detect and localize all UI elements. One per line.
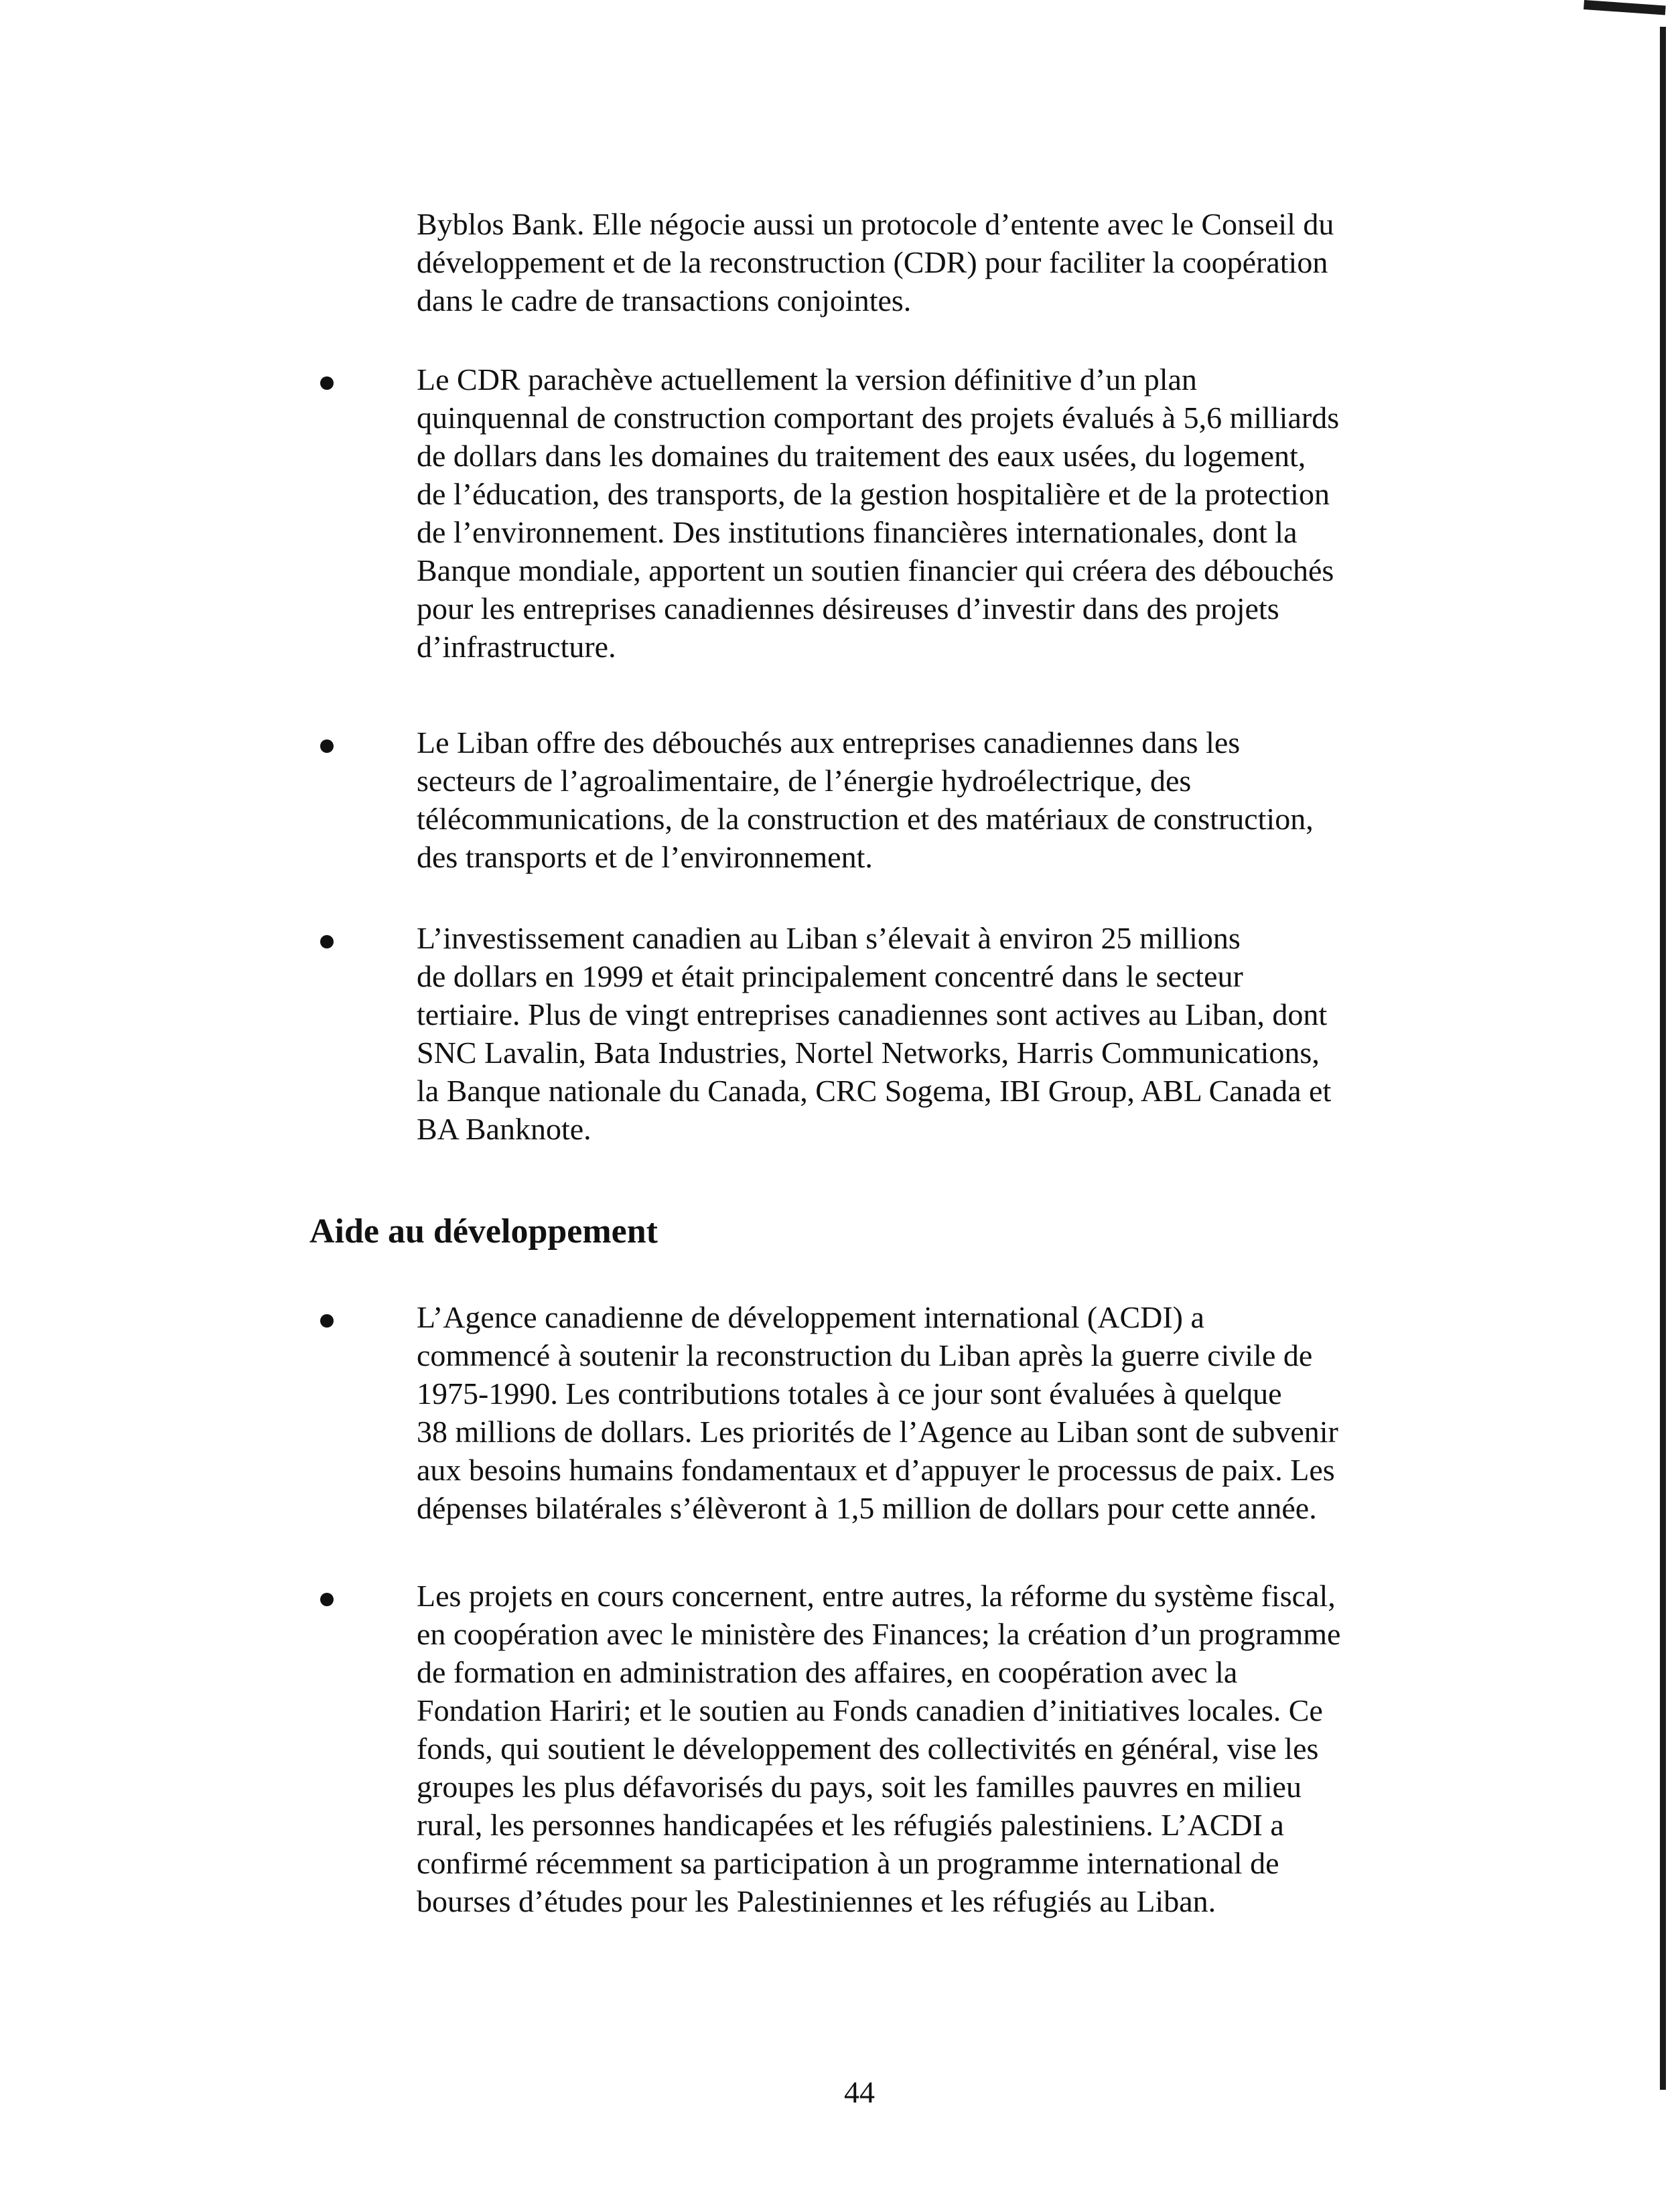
bullet-icon — [320, 1314, 334, 1328]
bullet-icon — [320, 376, 334, 390]
paragraph-continuation: Byblos Bank. Elle négocie aussi un protocole d’entente avec le Conseil du développement et de la reconstruction (CDR) pour faciliter la coopération dans le cadre de transactions conjointes. — [417, 207, 1334, 317]
paragraph-cdr-plan: Le CDR parachève actuellement la version définitive d’un plan quinquennal de construction comportant des projets évalués à 5,6 milliards de dollars dans les domaines du traitement des eaux usées, du logement, de l’éducation, des transports, de la gestion hospitalière et de la protection de l’environnement. Des institutions financières internationales, dont la Banque mondiale, apportent un soutien financier qui créera des débouchés pour les entreprises canadiennes désireuses d’investir dans des projets d’infrastructure. — [417, 362, 1340, 664]
scan-binding-edge-top — [1584, 0, 1666, 15]
paragraph-investment: L’investissement canadien au Liban s’élevait à environ 25 millions de dollars en 1999 et était principalement concentré dans le secteur tertiaire. Plus de vingt entreprises canadiennes sont actives au Liban, dont SNC Lavalin, Bata Industries, Nortel Networks, Harris Communications, la Banque nationale du Canada, CRC Sogema, IBI Group, ABL Canada et BA Banknote. — [417, 921, 1332, 1146]
section-heading: Aide au développement — [309, 1212, 658, 1251]
page-number: 44 — [844, 2075, 875, 2109]
bullet-icon — [320, 739, 334, 753]
bullet-icon — [320, 935, 334, 948]
paragraph-projects: Les projets en cours concernent, entre autres, la réforme du système fiscal, en coopération avec le ministère des Finances; la création d’un programme de formation en administration des affaires, en coopération avec la Fondation Hariri; et le soutien au Fonds canadien d’initiatives locales. Ce fonds, qui soutient le développement des collectivités en général, vise les groupes les plus défavorisés du pays, soit les familles pauvres en milieu rural, les personnes handicapées et les réfugiés palestiniens. L’ACDI a confirmé récemment sa participation à un programme international de bourses d’études pour les Palestiniennes et les réfugiés au Liban. — [417, 1579, 1341, 1918]
paragraph-opportunities: Le Liban offre des débouchés aux entreprises canadiennes dans les secteurs de l’agroalimentaire, de l’énergie hydroélectrique, des télécommunications, de la construction et des matériaux de construction, des transports et de l’environnement. — [417, 725, 1314, 874]
scan-binding-edge — [1660, 27, 1666, 2090]
bullet-icon — [320, 1593, 334, 1606]
paragraph-acdi: L’Agence canadienne de développement international (ACDI) a commencé à soutenir la reconstruction du Liban après la guerre civile de 1975-1990. Les contributions totales à ce jour sont évaluées à quelque 38 millions de dollars. Les priorités de l’Agence au Liban sont de subvenir aux besoins humains fondamentaux et d’appuyer le processus de paix. Les dépenses bilatérales s’élèveront à 1,5 million de dollars pour cette année. — [417, 1300, 1338, 1525]
